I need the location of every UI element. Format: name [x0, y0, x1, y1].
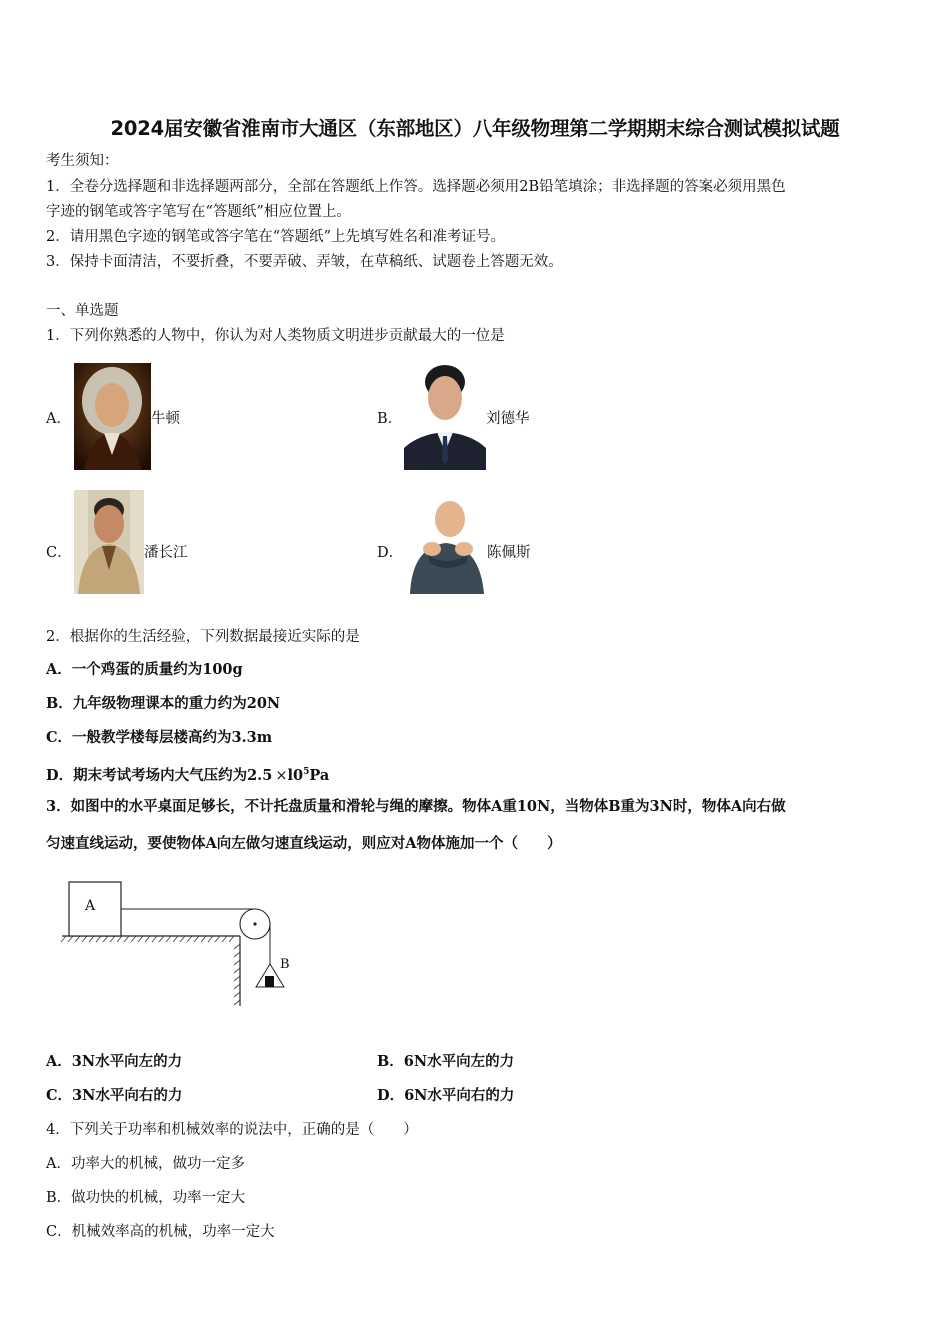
q1-option-a-name: 牛顿 [151, 411, 180, 427]
question-3-stem-line-1: 3．如图中的水平桌面足够长，不计托盘质量和滑轮与绳的摩擦。物体A重10N，当物体B重为3N时，物体A向右做 [46, 798, 786, 815]
newton-portrait-image [74, 363, 151, 470]
q2-option-d-text: D．期末考试考场内大气压约为2.5 [46, 766, 273, 784]
q1-option-d-letter: D． [377, 545, 404, 561]
q3-option-a: A．3N水平向左的力 [46, 1053, 183, 1070]
q1-option-a-letter: A． [46, 411, 71, 427]
q1-option-c-letter: C． [46, 545, 72, 561]
question-1-stem: 1．下列你熟悉的人物中，你认为对人类物质文明进步贡献最大的一位是 [46, 328, 505, 344]
power-base: l0 [287, 766, 304, 784]
pan-changjiang-portrait-image [74, 490, 144, 594]
q2-option-a: A．一个鸡蛋的质量约为100g [46, 661, 243, 678]
notice-item-1-line-1: 1．全卷分选择题和非选择题两部分，全部在答题纸上作答。选择题必须用2B铅笔填涂；非选择题的答案必须用黑色 [46, 179, 786, 195]
q4-option-a: A．功率大的机械，做功一定多 [46, 1156, 245, 1172]
q1-option-b-name: 刘德华 [486, 411, 530, 427]
q1-option-c-name: 潘长江 [144, 545, 188, 561]
tray-b-label: B [280, 957, 290, 972]
page-title: 2024届安徽省淮南市大通区（东部地区）八年级物理第二学期期末综合测试模拟试题 [110, 117, 840, 140]
notice-item-2: 2．请用黑色字迹的钢笔或答字笔在“答题纸”上先填写姓名和准考证号。 [46, 229, 506, 245]
q3-option-b: B．6N水平向左的力 [377, 1053, 515, 1070]
notice-heading: 考生须知： [46, 153, 119, 169]
notice-item-1-line-2: 字迹的钢笔或答字笔写在“答题纸”相应位置上。 [46, 204, 351, 220]
question-4-stem: 4．下列关于功率和机械效率的说法中，正确的是（ ） [46, 1122, 418, 1138]
q4-option-c: C．机械效率高的机械，功率一定大 [46, 1224, 275, 1240]
section-heading: 一、单选题 [46, 303, 119, 319]
q4-option-b: B．做功快的机械，功率一定大 [46, 1190, 246, 1206]
question-3-stem-line-2: 匀速直线运动，要使物体A向左做匀速直线运动，则应对A物体施加一个（ ） [46, 835, 562, 852]
pulley-diagram [58, 876, 308, 1011]
q2-option-d [46, 763, 329, 785]
q2-option-b: B．九年级物理课本的重力约为20N [46, 695, 281, 712]
liu-dehua-portrait-image [404, 360, 486, 470]
unit: Pa [309, 766, 330, 784]
q3-option-c: C．3N水平向右的力 [46, 1087, 183, 1104]
q2-option-c: C．一般教学楼每层楼高约为3.3m [46, 729, 273, 746]
question-2-stem: 2．根据你的生活经验，下列数据最接近实际的是 [46, 629, 360, 645]
block-a-label: A [85, 898, 96, 914]
notice-item-3: 3．保持卡面清洁，不要折叠，不要弄破、弄皱，在草稿纸、试题卷上答题无效。 [46, 254, 563, 270]
q1-option-d-name: 陈佩斯 [487, 545, 531, 561]
q3-option-d: D．6N水平向右的力 [377, 1087, 515, 1104]
power-exponent: 5 [303, 767, 310, 777]
chen-peisi-portrait-image [406, 497, 486, 594]
times-sign: × [275, 767, 288, 784]
q1-option-b-letter: B． [377, 411, 403, 427]
